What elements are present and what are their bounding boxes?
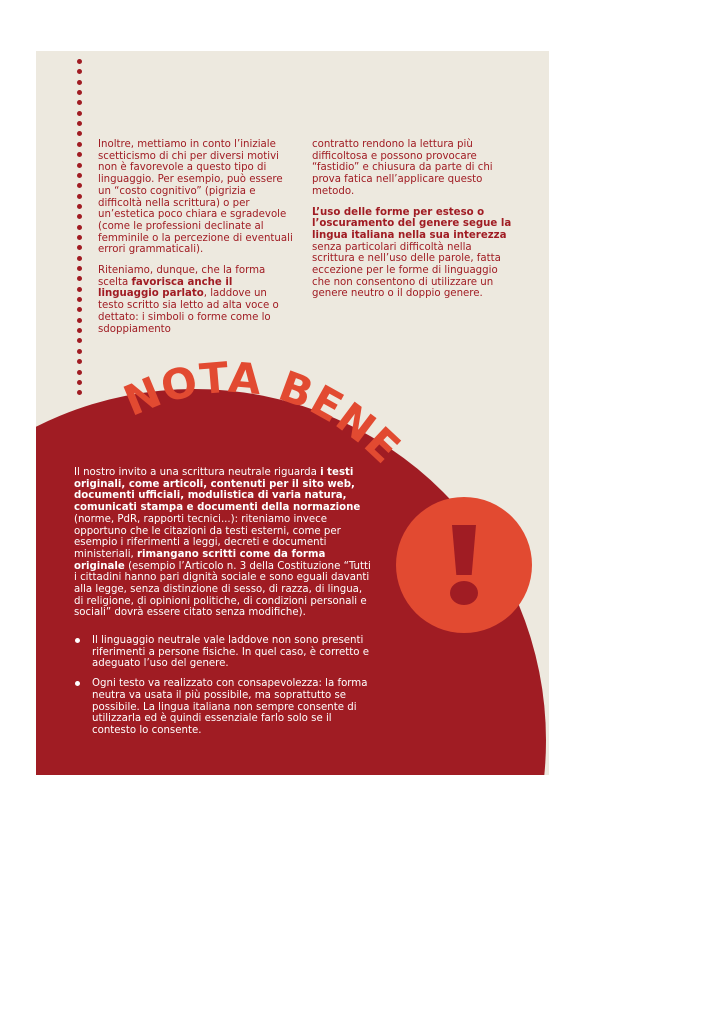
text: , laddove un testo scritto sia letto ad alta voce o dettato: i simboli o forme come lo sdoppiamento <box>98 288 279 335</box>
bullet-item <box>74 635 374 670</box>
text: (norme, PdR, rapporti tecnici...): riteniamo invece opportuno che le citazioni da testi esterni, come per esempio i riferimenti a leggi, decreti e documenti ministeriali, <box>74 513 341 560</box>
bullet-text: Ogni testo va realizzato con consapevolezza: la forma neutra va usata il più possibile, ma soprattutto se possibile. La lingua italiana non sempre consente di utilizzarla ed è quindi essenziale farlo solo se il contesto lo consente. <box>92 678 368 736</box>
paragraph <box>74 467 374 619</box>
text: senza particolari difficoltà nella scrittura e nell’uso delle parole, fatta eccezione per le forme di linguaggio che non consentono di utilizzare un genere neutro o il doppio genere. <box>312 241 501 300</box>
text: Il nostro invito a una scrittura neutrale riguarda <box>74 467 321 478</box>
bold-text: L’uso delle forme per esteso o l’oscuramento del genere segue la lingua italiana nella sua interezza <box>312 206 512 241</box>
bullet-dot-icon <box>75 638 80 643</box>
text: contratto rendono la lettura più difficoltosa e possono provocare “fastidio” e chiusura da parte di chi prova fatica nell’applicare questo metodo. <box>312 139 493 197</box>
page <box>36 51 549 775</box>
bullet-text: Il linguaggio neutrale vale laddove non sono presenti riferimenti a persone fisiche. In quel caso, è corretto e adeguato l’uso del genere. <box>92 635 369 670</box>
text: Riteniamo, dunque, che la forma scelta <box>98 265 266 288</box>
bold-text: favorisca anche il linguaggio parlato <box>98 276 233 300</box>
bullet-dot-icon <box>75 681 80 686</box>
text: (esempio l’Articolo n. 3 della Costituzione “Tutti i cittadini hanno pari dignità sociale e sono eguali davanti alla legge, senza distinzione di sesso, di razza, di lingua, di religione, di opinioni politiche, di condizioni personali e sociali” dovrà essere citato senza modifiche). <box>74 560 371 619</box>
bold-text: rimangano scritti come da forma originale <box>74 548 326 572</box>
nota-bene-body <box>74 467 374 627</box>
alert-badge <box>396 497 532 633</box>
text: Inoltre, mettiamo in conto l’iniziale scetticismo di chi per diversi motivi non è favorevole a questo tipo di linguaggio. Per esempio, può essere un “costo cognitivo” (pigrizia e difficoltà nella scrittura) o per un’estetica poco chiara e sgradevole (come le professioni declinate al femminile o la percezione di eventuali errori grammaticali). <box>98 139 293 256</box>
bold-text: i testi originali, come articoli, contenuti per il sito web, documenti ufficiali, modulistica di varia natura, comunicati stampa e documenti della normazione <box>74 467 361 514</box>
nota-bene-title: NOTA BENE <box>116 352 411 474</box>
nota-bene-bullets <box>74 635 374 745</box>
bullet-item <box>74 678 374 737</box>
